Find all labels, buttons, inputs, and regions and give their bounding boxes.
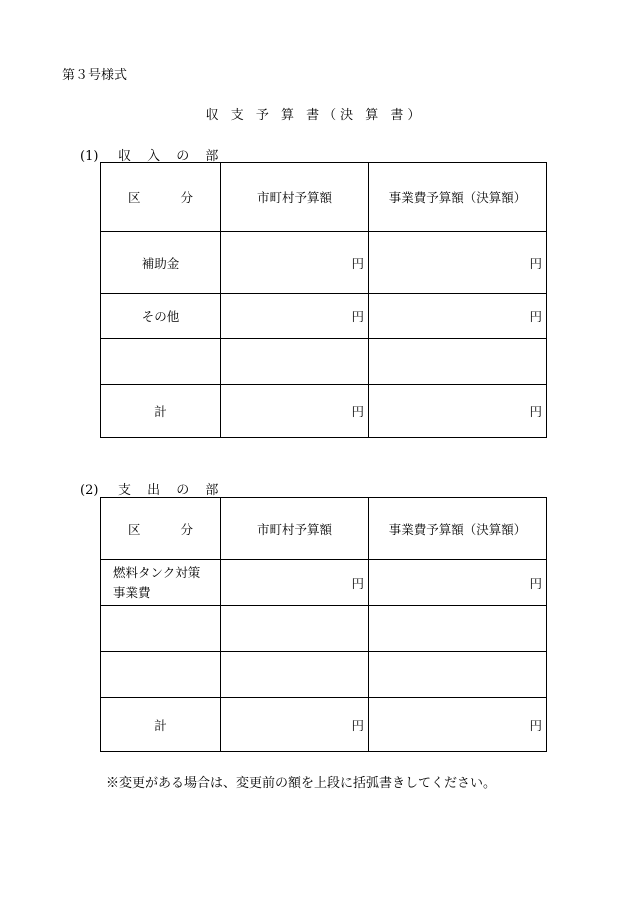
income-header-municipal: 市町村予算額 [221, 163, 369, 232]
expense-row-label [101, 560, 221, 606]
income-total-project-yen: 円 [369, 385, 547, 438]
table-row-total [101, 698, 547, 752]
income-row-municipal-yen [221, 339, 369, 385]
income-row-label: 補助金 [101, 232, 221, 294]
expense-header-category-b: 分 [180, 521, 194, 537]
income-heading-text: 収 入 の 部 [118, 149, 225, 164]
table-row [101, 652, 547, 698]
income-header-category-a: 区 [127, 190, 141, 205]
expense-row-municipal-yen: 円 [221, 560, 369, 606]
expense-header-project: 事業費予算額（決算額） [369, 498, 547, 560]
expense-heading-text: 支 出 の 部 [118, 483, 225, 498]
footnote: ※変更がある場合は、変更前の額を上段に括弧書きしてください。 [106, 776, 497, 791]
income-row-label [101, 339, 221, 385]
income-header-project: 事業費予算額（決算額） [369, 163, 547, 232]
income-row-municipal-yen: 円 [221, 232, 369, 294]
income-heading-number: (1) [80, 149, 99, 164]
income-row-label: その他 [101, 294, 221, 339]
income-row-project-yen [369, 339, 547, 385]
income-header-row [101, 163, 547, 232]
table-row [101, 232, 547, 294]
expense-heading-number: (2) [80, 483, 99, 498]
income-total-label: 計 [101, 385, 221, 438]
expense-row-label-line2: 事業費 [113, 584, 151, 600]
income-row-project-yen: 円 [369, 232, 547, 294]
income-header-category-b: 分 [180, 190, 194, 205]
table-row [101, 339, 547, 385]
expense-row-label [101, 652, 221, 698]
expense-total-municipal-yen: 円 [221, 698, 369, 752]
income-row-project-yen: 円 [369, 294, 547, 339]
expense-header-category-a: 区 [127, 521, 141, 537]
expense-row-label-line1: 燃料タンク対策 [113, 564, 201, 580]
form-number: 第３号様式 [62, 68, 128, 83]
expense-header-municipal: 市町村予算額 [221, 498, 369, 560]
income-header-category [101, 163, 221, 232]
expense-row-project-yen: 円 [369, 560, 547, 606]
document-title: 収 支 予 算 書（決 算 書） [205, 108, 425, 123]
table-row-total [101, 385, 547, 438]
table-row [101, 560, 547, 606]
expense-header-row [101, 498, 547, 560]
expense-total-label: 計 [101, 698, 221, 752]
expense-table [100, 497, 547, 752]
income-table [100, 162, 547, 438]
expense-row-label [101, 606, 221, 652]
income-row-municipal-yen: 円 [221, 294, 369, 339]
expense-row-project-yen [369, 652, 547, 698]
expense-row-municipal-yen [221, 652, 369, 698]
table-row [101, 294, 547, 339]
table-row [101, 606, 547, 652]
expense-row-municipal-yen [221, 606, 369, 652]
expense-header-category [101, 498, 221, 560]
income-total-municipal-yen: 円 [221, 385, 369, 438]
expense-section-heading [80, 479, 224, 498]
expense-row-project-yen [369, 606, 547, 652]
expense-total-project-yen: 円 [369, 698, 547, 752]
